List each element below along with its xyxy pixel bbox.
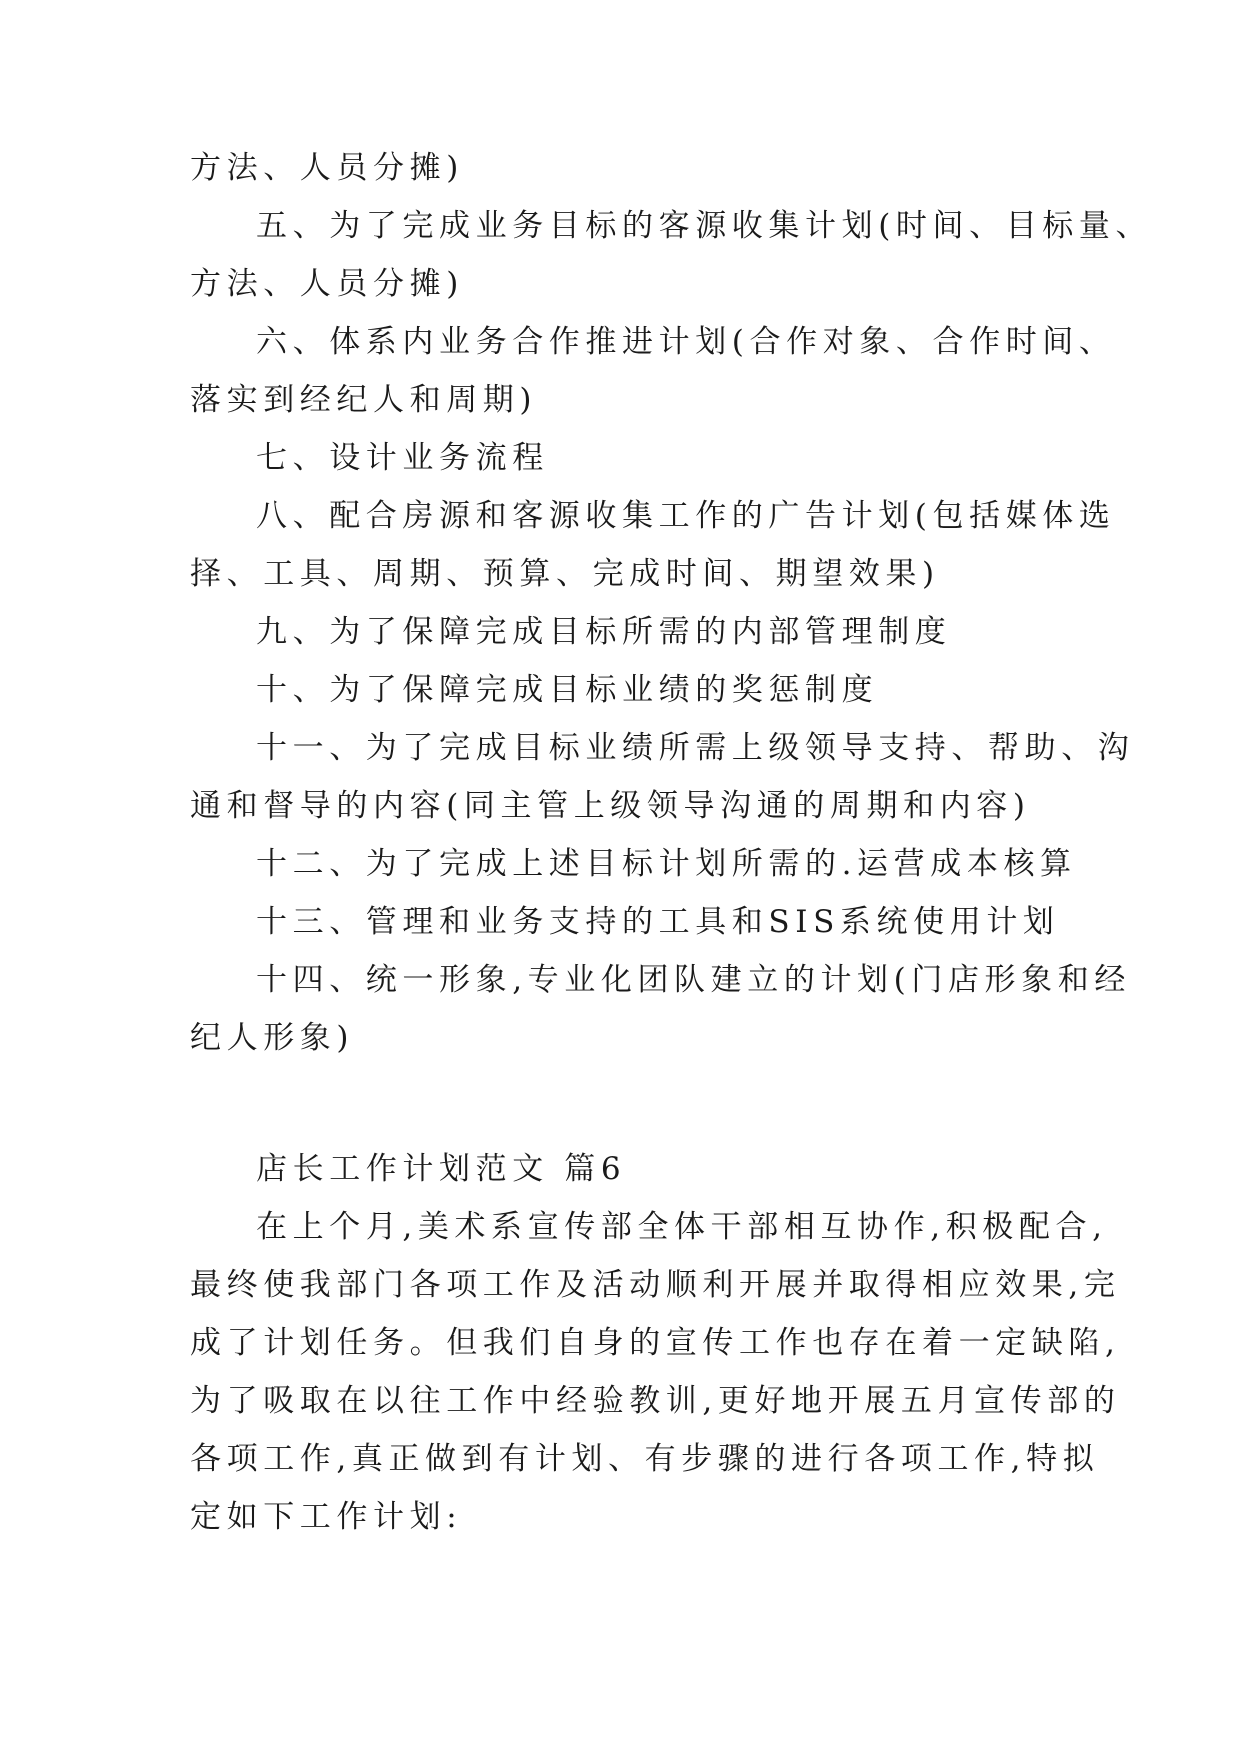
- text-line: 五、为了完成业务目标的客源收集计划(时间、目标量、: [256, 208, 1153, 244]
- text-line: 十一、为了完成目标业绩所需上级领导支持、帮助、沟: [256, 730, 1135, 766]
- text-line: 择、工具、周期、预算、完成时间、期望效果): [190, 556, 940, 592]
- text-line: 成了计划任务。但我们自身的宣传工作也存在着一定缺陷,: [190, 1325, 1121, 1361]
- text-line: 十、为了保障完成目标业绩的奖惩制度: [256, 672, 879, 708]
- text-line: 六、体系内业务合作推进计划(合作对象、合作时间、: [256, 324, 1116, 360]
- text-line: 各项工作,真正做到有计划、有步骤的进行各项工作,特拟: [190, 1441, 1100, 1477]
- text-line: 在上个月,美术系宣传部全体干部相互协作,积极配合,: [256, 1209, 1108, 1245]
- section-heading: 店长工作计划范文 篇6: [256, 1151, 627, 1187]
- text-line: 十二、为了完成上述目标计划所需的.运营成本核算: [256, 846, 1077, 882]
- text-line: 为了吸取在以往工作中经验教训,更好地开展五月宣传部的: [190, 1383, 1121, 1419]
- text-line: 九、为了保障完成目标所需的内部管理制度: [256, 614, 952, 650]
- text-line: 通和督导的内容(同主管上级领导沟通的周期和内容): [190, 788, 1031, 824]
- text-line: 七、设计业务流程: [256, 440, 549, 476]
- text-line: 八、配合房源和客源收集工作的广告计划(包括媒体选: [256, 498, 1116, 534]
- text-line: 十四、统一形象,专业化团队建立的计划(门店形象和经: [256, 962, 1131, 998]
- text-line: 定如下工作计划:: [190, 1499, 463, 1535]
- text-line: 最终使我部门各项工作及活动顺利开展并取得相应效果,完: [190, 1267, 1121, 1303]
- text-line: 十三、管理和业务支持的工具和SIS系统使用计划: [256, 904, 1060, 940]
- text-line: 落实到经纪人和周期): [190, 382, 538, 418]
- text-line: 方法、人员分摊): [190, 150, 464, 186]
- text-line: 方法、人员分摊): [190, 266, 464, 302]
- text-line: 纪人形象): [190, 1020, 355, 1056]
